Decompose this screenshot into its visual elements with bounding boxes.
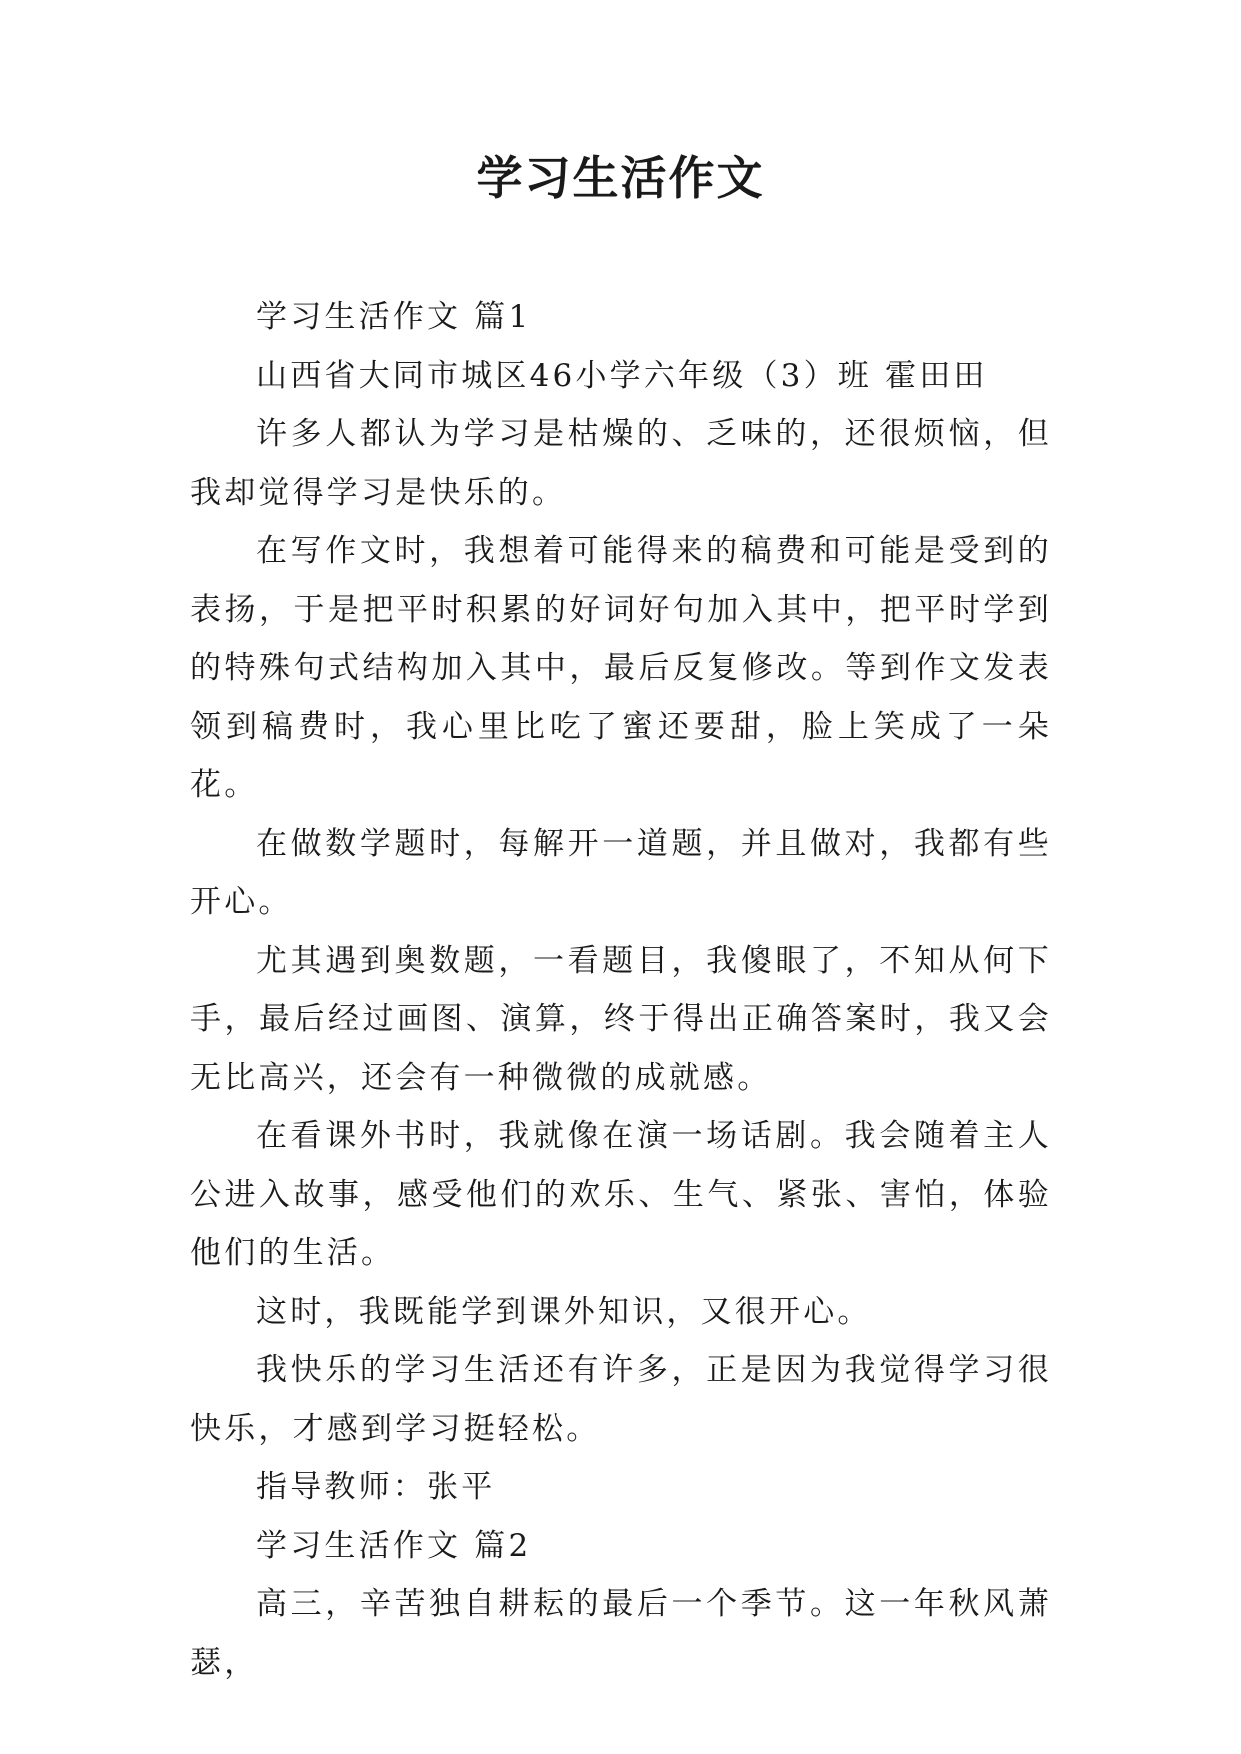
- paragraph: 这时，我既能学到课外知识，又很开心。: [256, 1293, 872, 1330]
- paragraph: 高三，辛苦独自耕耘的最后一个季节。这一年秋风萧瑟，: [190, 1586, 1052, 1681]
- paragraph: 在做数学题时，每解开一道题，并且做对，我都有些开心。: [190, 825, 1052, 920]
- paragraph: 我快乐的学习生活还有许多，正是因为我觉得学习很快乐，才感到学习挺轻松。: [190, 1352, 1052, 1447]
- paragraph: 在写作文时，我想着可能得来的稿费和可能是受到的表扬，于是把平时积累的好词好句加入其中，把平时学到的特殊句式结构加入其中，最后反复修改。等到作文发表领到稿费时，我心里比吃了蜜还要甜，脸上笑成了一朵花。: [190, 533, 1052, 803]
- paragraph: 许多人都认为学习是枯燥的、乏味的，还很烦恼，但我却觉得学习是快乐的。: [190, 416, 1052, 511]
- teacher-line: 指导教师：张平: [256, 1469, 496, 1505]
- document-body: [190, 288, 1052, 1692]
- document-title: 学习生活作文: [476, 151, 765, 205]
- section-heading-2: 学习生活作文 篇2: [256, 1527, 532, 1564]
- paragraph: 在看课外书时，我就像在演一场话剧。我会随着主人公进入故事，感受他们的欢乐、生气、紧张、害怕，体验他们的生活。: [190, 1118, 1052, 1271]
- author-line: 山西省大同市城区46小学六年级（3）班 霍田田: [256, 357, 988, 394]
- section-heading-1: 学习生活作文 篇1: [256, 299, 532, 335]
- paragraph: 尤其遇到奥数题，一看题目，我傻眼了，不知从何下手，最后经过画图、演算，终于得出正确答案时，我又会无比高兴，还会有一种微微的成就感。: [190, 942, 1052, 1096]
